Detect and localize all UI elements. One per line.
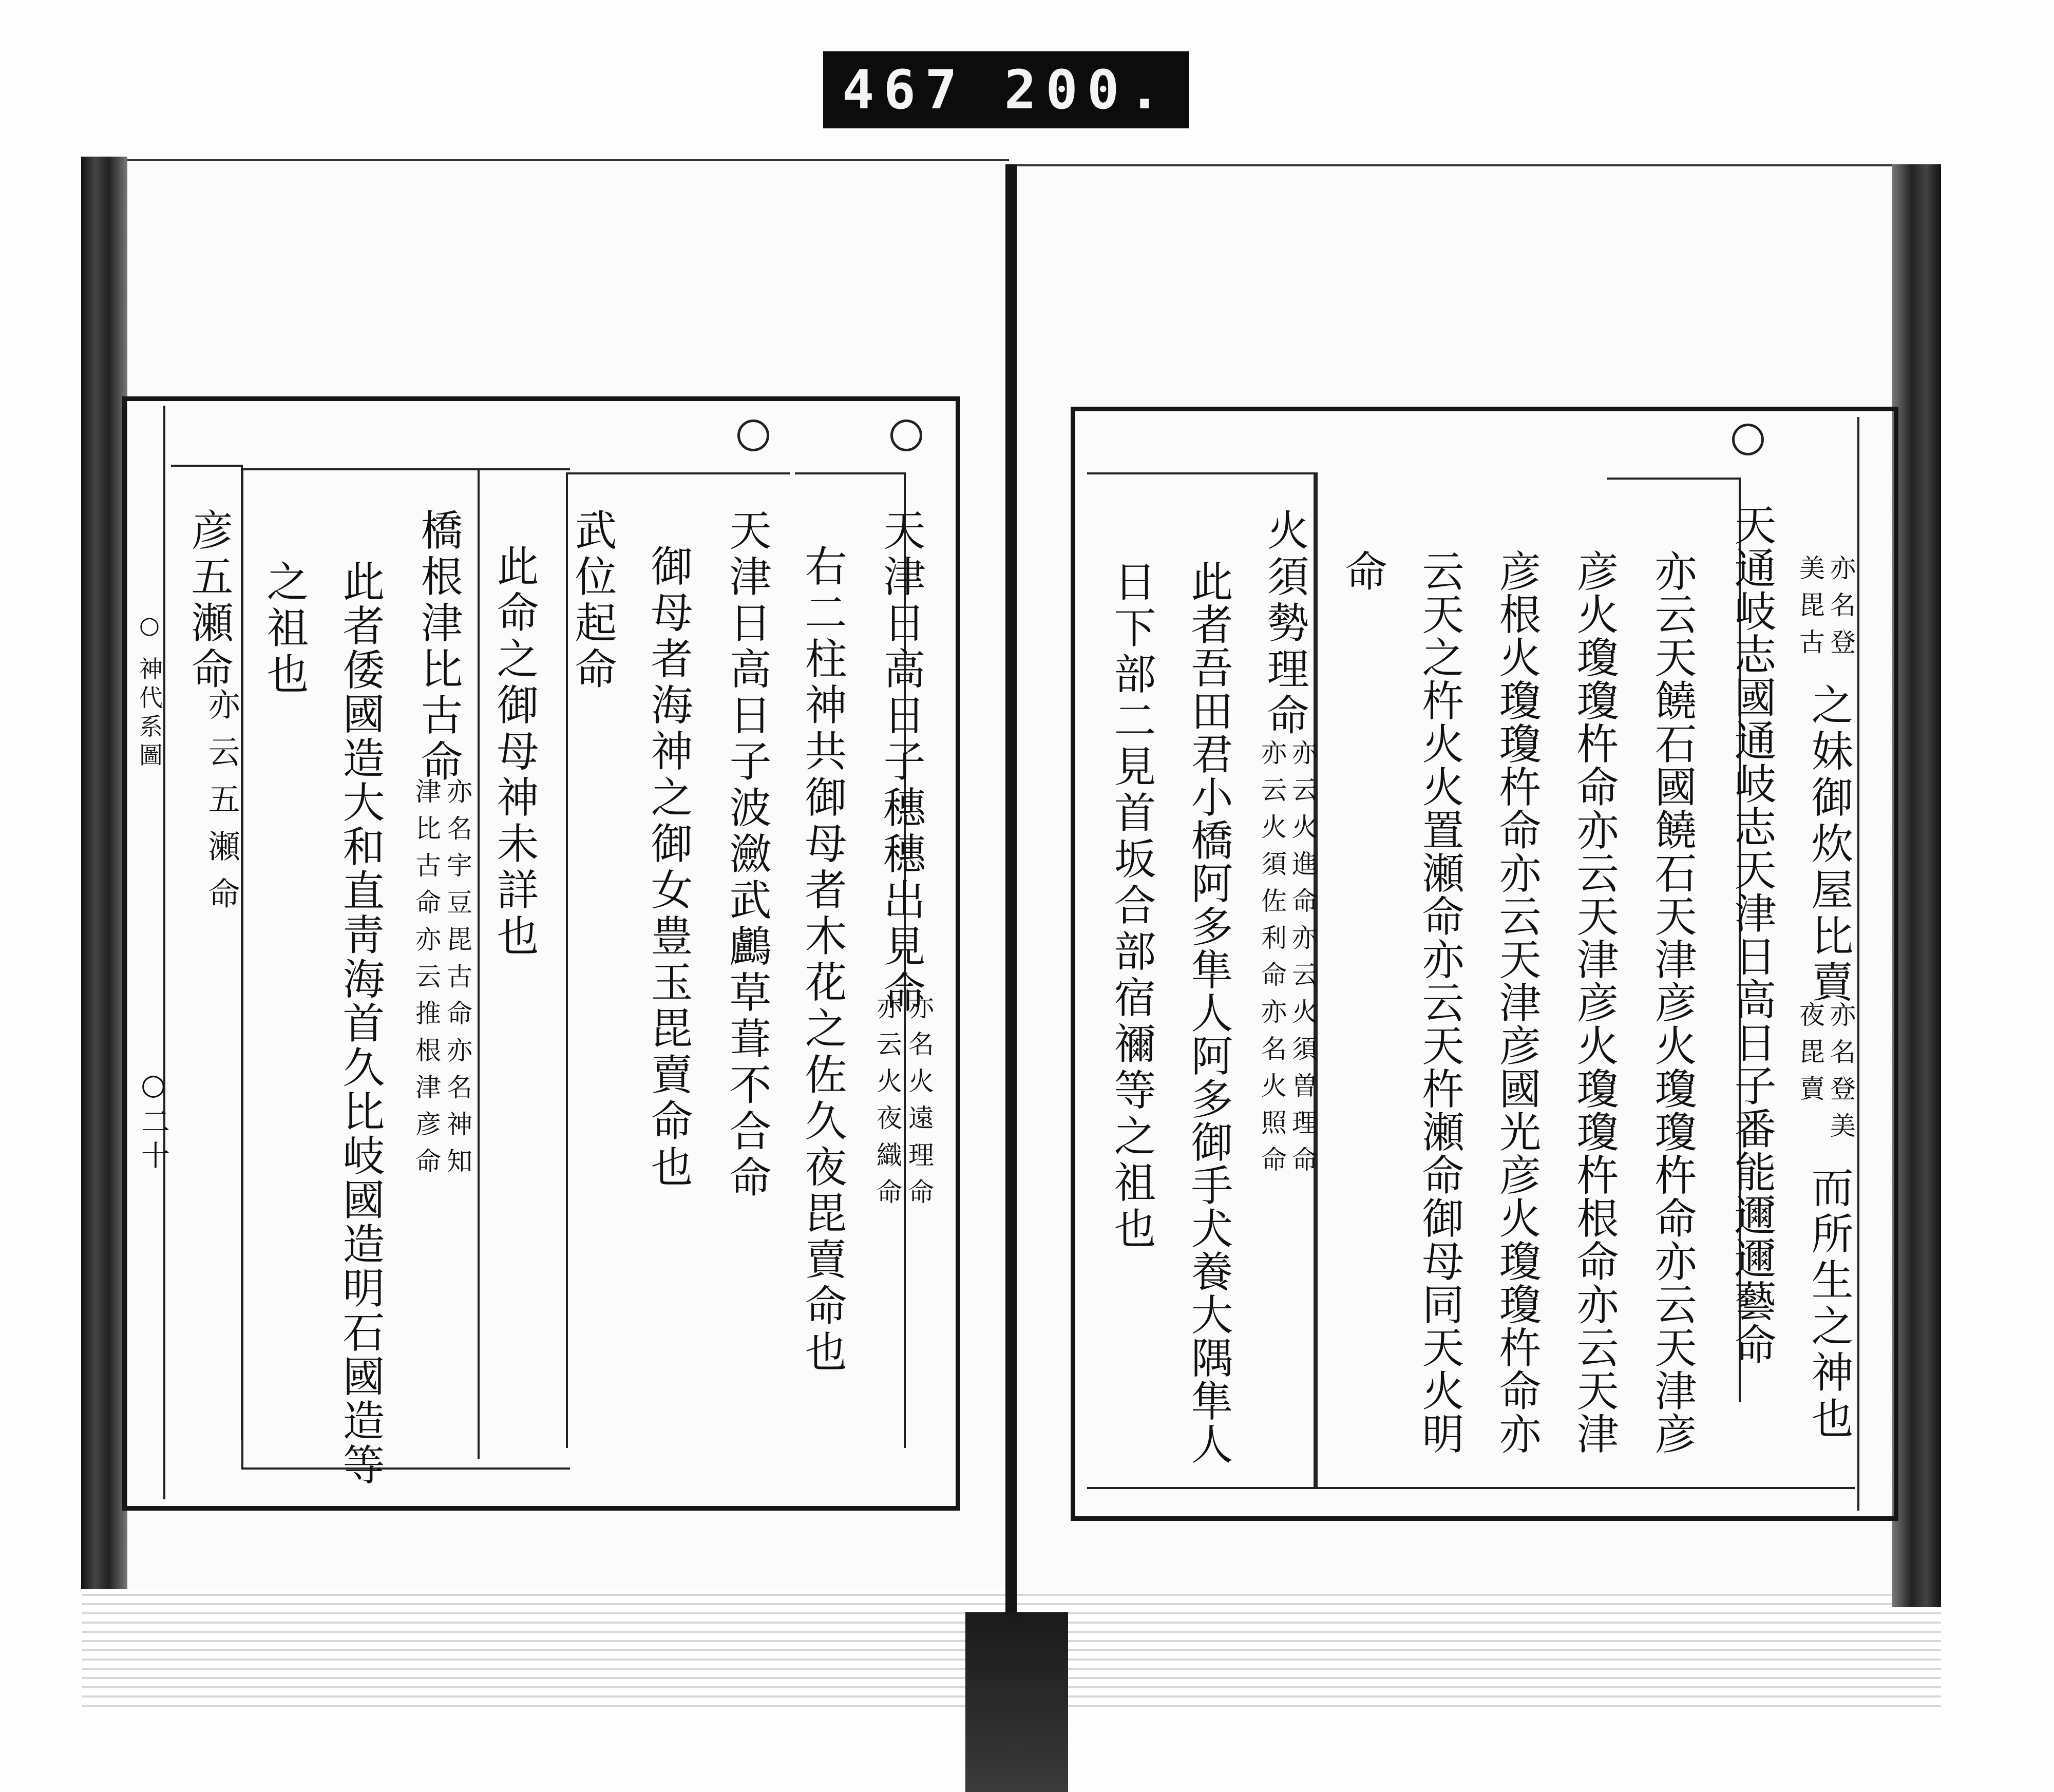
deity-alias-note: 亦云五瀬命	[203, 688, 240, 924]
entry-circle-mark	[890, 420, 922, 451]
deity-name: 彦五瀬命	[184, 508, 233, 693]
deity-alias-line: 亦云天饒石國饒石天津彦火瓊瓊杵命亦云天津彦	[1648, 549, 1697, 1455]
reel-number: 467	[842, 59, 966, 121]
margin-title: ○ 神代系圖	[136, 611, 163, 772]
clan-descendants: 日下部二見首坂合部宿禰等之祖也	[1107, 560, 1156, 1253]
binding-shadow	[965, 1612, 1068, 1792]
deity-alias-note: 亦名登美	[1826, 1001, 1856, 1149]
margin-rule	[163, 406, 165, 1499]
deity-alias-note: 亦名火遠理命	[904, 994, 934, 1215]
margin-rule	[1857, 417, 1859, 1511]
deity-alias-note: 亦云火夜織命	[872, 994, 902, 1215]
deity-alias-line: 命	[1338, 549, 1387, 596]
mother-note: 右二柱神共御母者木花之佐久夜毘賣命也	[798, 544, 847, 1376]
scan-frame-label	[823, 51, 1189, 128]
mother-note: 此命之御母神未詳也	[490, 544, 539, 960]
deity-alias-note: 亦云火進命亦云火須曽理命	[1288, 739, 1318, 1183]
entry-circle-mark	[1732, 424, 1764, 455]
deity-name: 橋根津比古命	[414, 508, 463, 786]
left-book-edge	[81, 157, 127, 1589]
deity-name: 天津日高日子波瀲武鸕草葺不合命	[722, 508, 771, 1202]
deity-alias-line: 彦火瓊瓊杵命亦云天津彦火瓊瓊杵根命亦云天津	[1570, 549, 1619, 1455]
deity-alias-note: 美毘古	[1795, 555, 1825, 665]
clan-descendants: 此者吾田君小橋阿多隼人阿多御手犬養大隅隼人	[1184, 560, 1233, 1465]
deity-name: 武位起命	[568, 508, 617, 693]
deity-alias-note: 亦名登	[1826, 555, 1856, 665]
center-gutter	[1005, 164, 1017, 1617]
deity-name: 天津日高日子穗穗出見命	[877, 508, 925, 1017]
deity-alias-line: 彦根火瓊瓊杵命亦云天津彦國光彦火瓊瓊杵命亦	[1492, 549, 1541, 1455]
relation-text: 之妹御炊屋比賣	[1804, 683, 1853, 1006]
clan-descendants: 此者倭國造大和直靑海首久比岐國造明石國造等	[336, 560, 385, 1487]
folio-number: ○二十	[137, 1068, 170, 1174]
deity-alias-line: 云天之杵火火置瀬命亦云天杵瀬命御母同天火明	[1415, 549, 1464, 1455]
deity-alias-note: 夜毘賣	[1795, 1001, 1825, 1112]
deity-name: 天通岐志國通岐志天津日高日子番能邇邇藝命	[1727, 503, 1776, 1366]
relation-text: 而所生之神也	[1804, 1166, 1853, 1443]
genealogy-bracket	[478, 468, 488, 1459]
right-book-edge	[1892, 164, 1941, 1607]
clan-descendants: 之祖也	[260, 560, 309, 698]
frame-number: 200.	[1004, 59, 1170, 121]
deity-alias-note: 亦名宇豆毘古命亦名神知	[443, 778, 472, 1185]
deity-alias-note: 津比古命亦云推根津彦命	[411, 778, 441, 1185]
entry-circle-mark	[737, 420, 769, 451]
deity-alias-note: 亦云火須佐利命亦名火照命	[1257, 739, 1287, 1183]
mother-note: 御母者海神之御女豊玉毘賣命也	[644, 544, 693, 1191]
deity-name: 火須勢理命	[1260, 508, 1309, 739]
